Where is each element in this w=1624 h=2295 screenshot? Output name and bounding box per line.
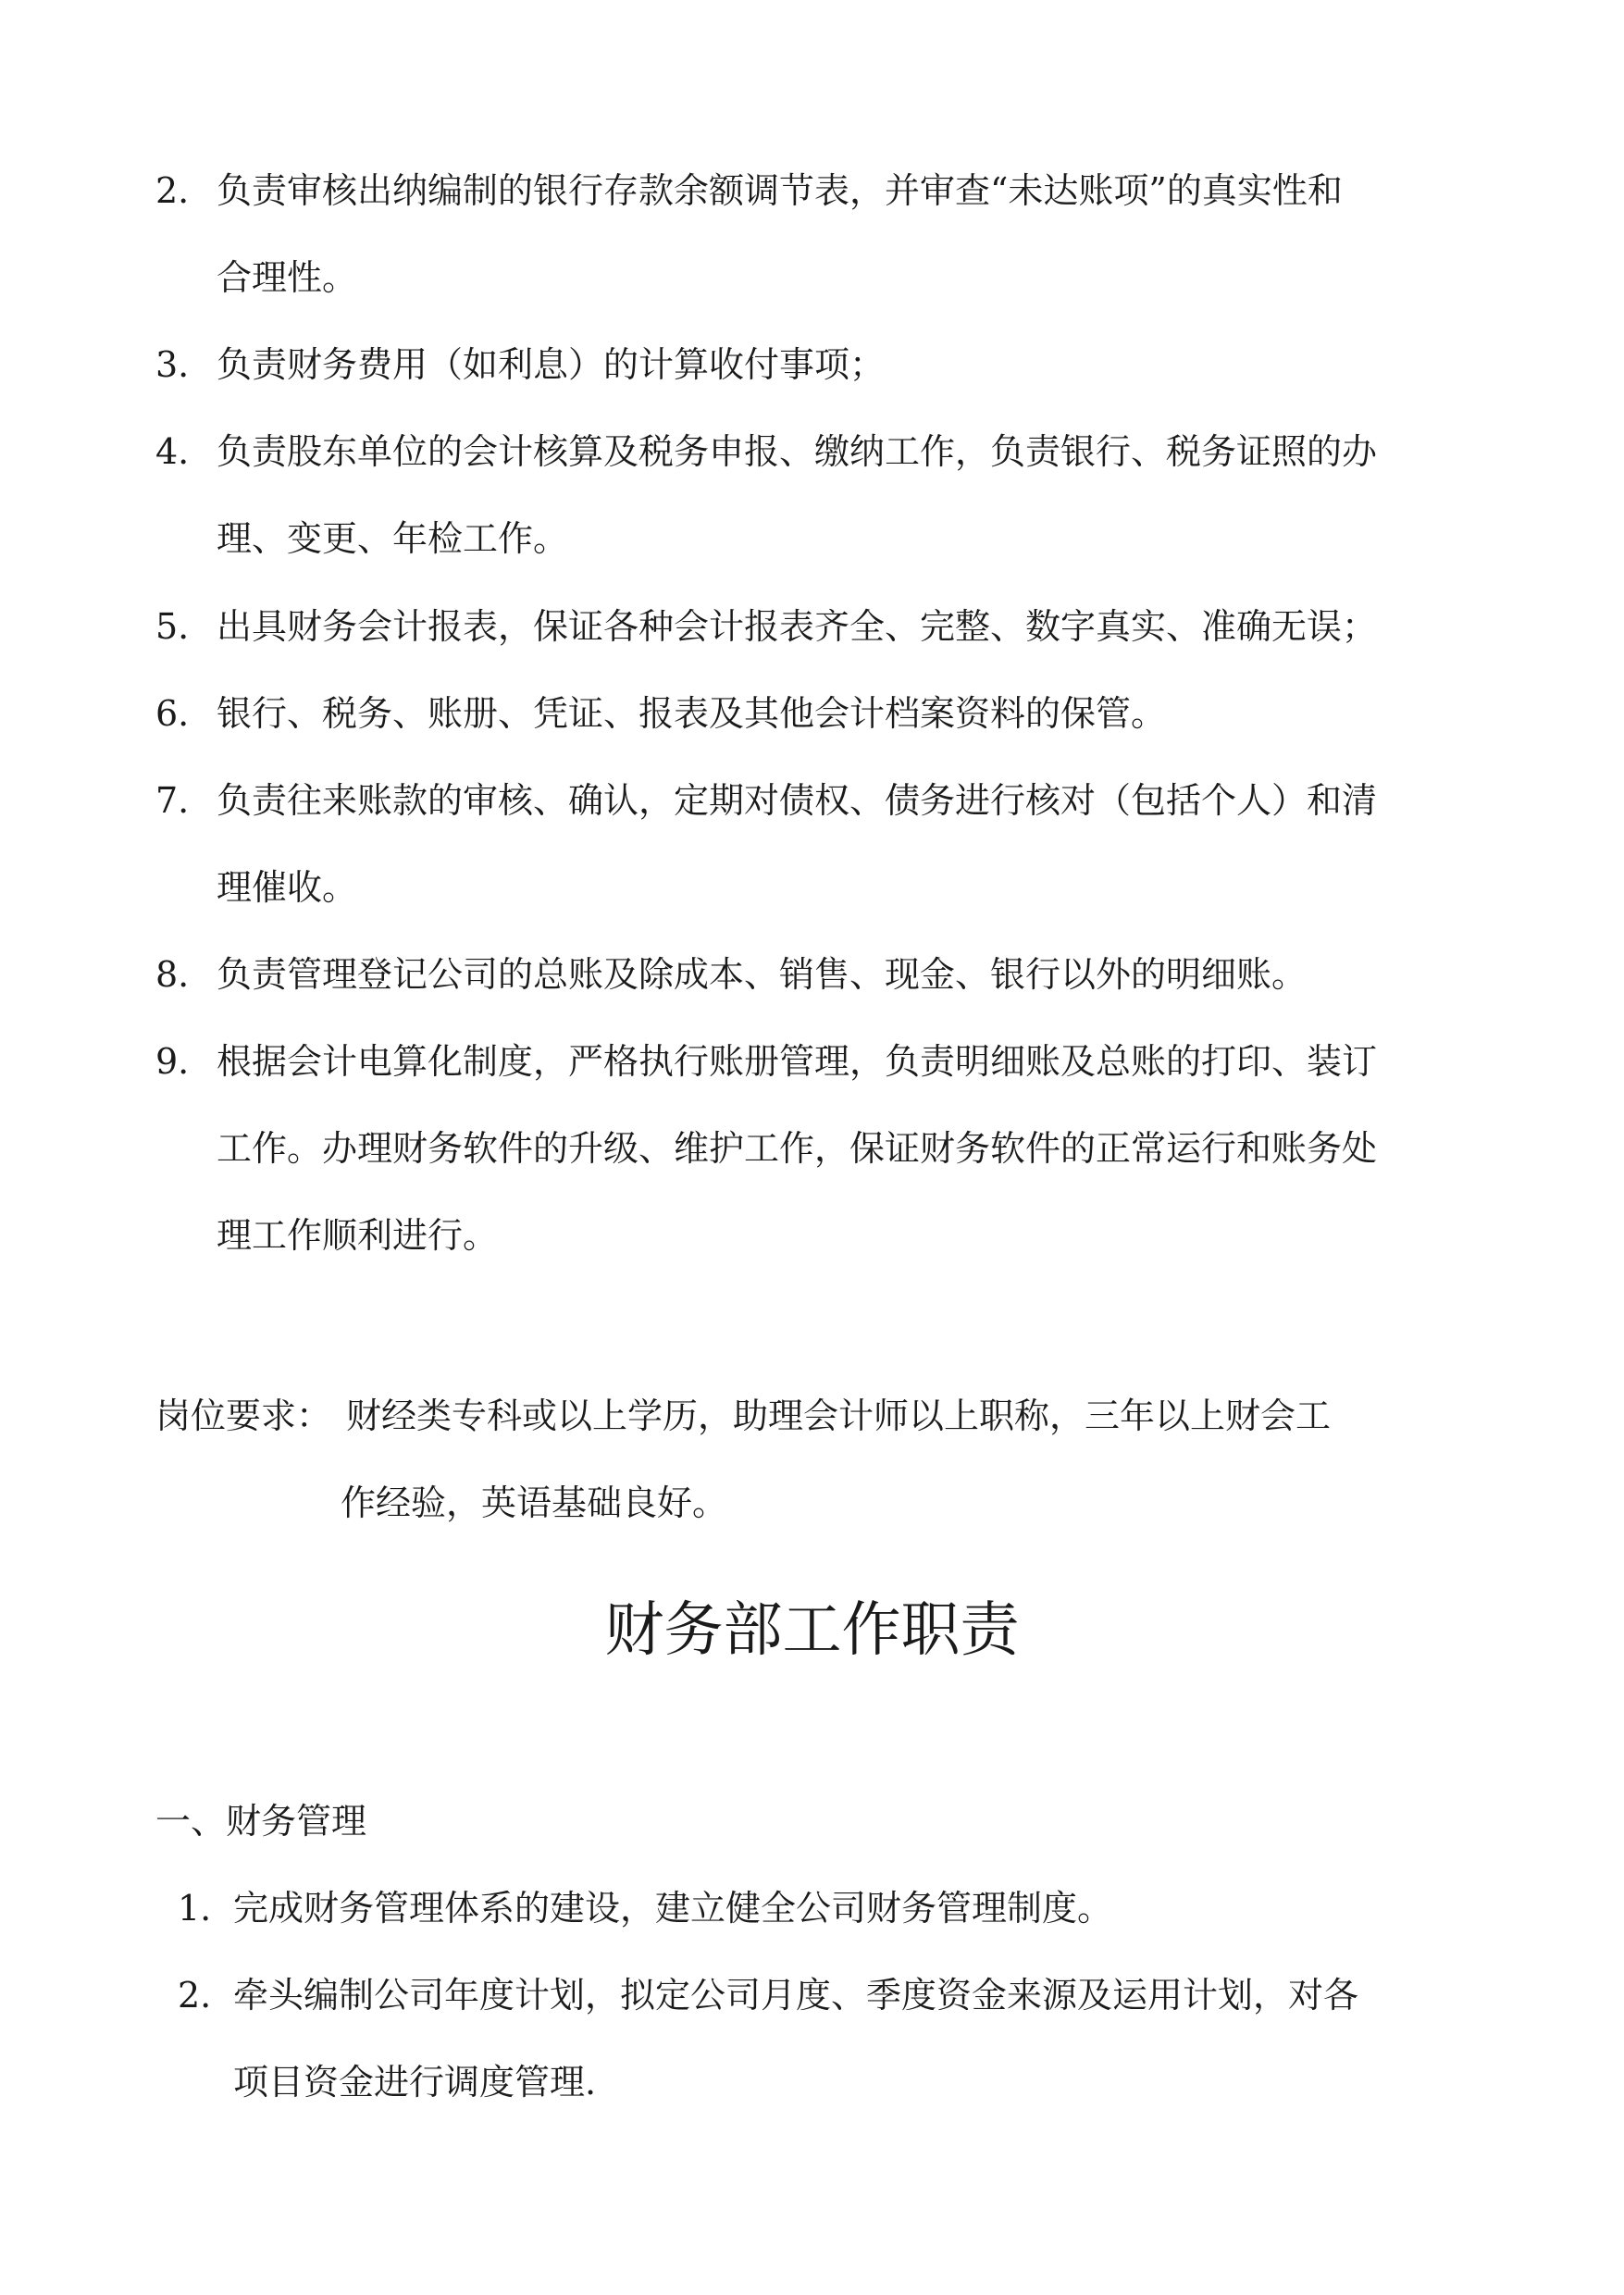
list-item-text: 根据会计电算化制度，严格执行账册管理，负责明细账及总账的打印、装订 <box>217 1041 1378 1082</box>
list-item-number: 2. <box>155 170 190 211</box>
section-heading: 一、财务管理 <box>155 1801 367 1842</box>
list-item-text: 完成财务管理体系的建设，建立健全公司财务管理制度。 <box>233 1888 1113 1929</box>
page-title: 财务部工作职责 <box>604 1596 1020 1665</box>
list-item-number: 2. <box>178 1975 212 2016</box>
list-item-text: 理、变更、年检工作。 <box>217 518 569 559</box>
list-item-text: 银行、税务、账册、凭证、报表及其他会计档案资料的保管。 <box>217 693 1167 734</box>
list-item-text: 合理性。 <box>217 257 358 298</box>
list-item-number: 5. <box>155 606 190 647</box>
list-item-number: 7. <box>155 780 190 821</box>
list-item-number: 1. <box>178 1888 212 1929</box>
list-item-text: 负责管理登记公司的总账及除成本、销售、现金、银行以外的明细账。 <box>217 954 1308 995</box>
list-item-number: 6. <box>155 693 190 734</box>
list-item-text: 项目资金进行调度管理. <box>233 2062 597 2103</box>
list-item-text: 理催收。 <box>217 867 358 908</box>
list-item-number: 3. <box>155 344 190 385</box>
list-item-text: 工作。办理财务软件的升级、维护工作，保证财务软件的正常运行和账务处 <box>217 1128 1378 1169</box>
list-item-number: 4. <box>155 431 190 472</box>
list-item-text: 负责往来账款的审核、确认，定期对债权、债务进行核对（包括个人）和清 <box>217 780 1378 821</box>
requirements-label: 岗位要求： <box>155 1396 332 1436</box>
list-item-number: 9. <box>155 1041 190 1082</box>
list-item-text: 负责股东单位的会计核算及税务申报、缴纳工作，负责银行、税务证照的办 <box>217 431 1378 472</box>
requirements-text: 作经验，英语基础良好。 <box>341 1482 728 1523</box>
list-item-text: 牵头编制公司年度计划，拟定公司月度、季度资金来源及运用计划，对各 <box>233 1975 1359 2016</box>
list-item-number: 8. <box>155 954 190 995</box>
list-item-text: 出具财务会计报表，保证各种会计报表齐全、完整、数字真实、准确无误； <box>217 606 1378 647</box>
list-item-text: 负责审核出纳编制的银行存款余额调节表，并审查“未达账项”的真实性和 <box>217 170 1343 211</box>
requirements-text: 财经类专科或以上学历，助理会计师以上职称，三年以上财会工 <box>346 1396 1332 1436</box>
list-item-text: 理工作顺利进行。 <box>217 1215 499 1256</box>
list-item-text: 负责财务费用（如利息）的计算收付事项； <box>217 344 886 385</box>
